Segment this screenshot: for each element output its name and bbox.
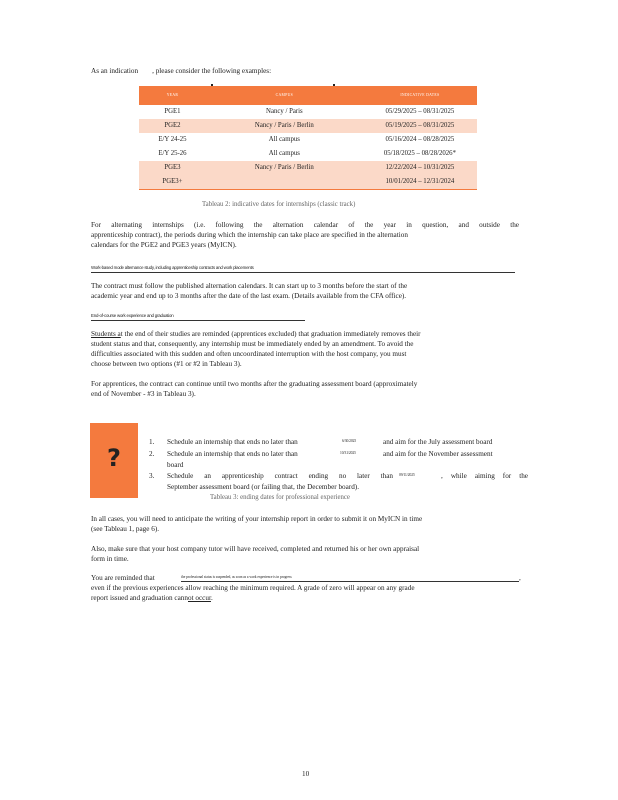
table3-caption: Tableau 3: ending dates for professional experience <box>210 494 350 501</box>
end-p1-line2: student status and that, consequently, any internship must be immediately ended by an amendment. To avoid the <box>91 340 414 348</box>
item1-text-a: Schedule an internship that ends no later than <box>167 438 298 446</box>
work-based-line1: The contract must follow the published alternation calendars. It can start up to 3 months before the start of the <box>91 282 408 290</box>
cell-campus: All campus <box>268 150 300 158</box>
table-row <box>139 161 477 175</box>
cell-dates: 05/29/2025 – 08/31/2025 <box>385 108 455 116</box>
heading-rule <box>91 320 305 321</box>
closing-p1-line2: (see Tableau 1, page 6). <box>91 525 160 533</box>
alternating-line3: calendars for the PGE2 and PGE3 years (MyICN). <box>91 241 237 249</box>
table-header-row <box>139 86 477 105</box>
cell-year: PGE2 <box>139 119 206 133</box>
alternating-line1: For alternating internships (i.e. following the alternation calendar of the year in question, and outside the <box>91 221 519 229</box>
work-based-heading: Work-based mode alternance study, including apprenticeship contracts and work placements <box>91 265 254 270</box>
cell-dates: 12/22/2024 – 10/31/2025 <box>363 161 477 175</box>
item3-text-b: , while aiming for the <box>441 472 528 480</box>
item2-text-a: Schedule an internship that ends no later than <box>167 450 298 458</box>
item-number: 3. <box>149 472 155 480</box>
cell-campus: Nancy / Paris / Berlin <box>206 161 363 175</box>
closing-p3-comma: , <box>519 574 521 582</box>
end-p2-line2: end of November - #3 in Tableau 3). <box>91 390 196 398</box>
table2-caption: Tableau 2: indicative dates for internships (classic track) <box>202 201 356 208</box>
cell-dates: 10/01/2024 – 12/31/2024 <box>363 175 477 190</box>
cell-dates: 05/16/2024 – 08/28/2025 <box>385 136 455 144</box>
item3-text-c: September assessment board (or failing that, the December board). <box>167 483 359 491</box>
item3-text-a: Schedule an apprenticeship contract ending no later than <box>167 472 393 480</box>
end-p2-line1: For apprentices, the contract can continue until two months after the graduating assessment board (approximately <box>91 380 418 388</box>
closing-p3-before: You are reminded that <box>91 574 155 582</box>
table-row <box>139 119 477 133</box>
col-header-year: YEAR <box>139 86 206 105</box>
alternating-line2: apprenticeship contract), the periods during which the internship can take place are specified in the alternation <box>91 231 408 239</box>
closing-p3-line3 <box>91 593 213 603</box>
closing-p2-line2: form in time. <box>91 555 129 563</box>
page-number: 10 <box>302 770 310 778</box>
heading-rule <box>91 272 515 273</box>
item-number: 1. <box>149 438 155 446</box>
indicative-dates-table <box>139 86 477 190</box>
cell-campus: Nancy / Paris / Berlin <box>206 119 363 133</box>
question-mark-icon: ? <box>107 444 121 472</box>
students-underlined: Students a <box>91 330 121 338</box>
end-p1-line1 <box>91 329 421 339</box>
intro-text <box>91 66 271 76</box>
cell-year: E/Y 24-25 <box>158 136 187 144</box>
cell-campus: All campus <box>268 136 300 144</box>
work-based-line2: academic year and end up to 3 months after the date of the last exam. (Details available from the CFA office). <box>91 292 407 300</box>
cell-dates: 05/19/2025 – 08/31/2025 <box>363 119 477 133</box>
cell-campus <box>206 175 363 190</box>
question-box <box>90 423 138 498</box>
end-p1-line1-text: t the end of their studies are reminded (apprentices excluded) that graduation immediately removes their <box>120 330 421 338</box>
cannot-occur-underlined: ot occur <box>188 594 211 602</box>
intro-after: , please consider the following examples: <box>152 67 272 75</box>
cell-dates: 05/18/2025 – 08/28/2026* <box>383 150 456 158</box>
table-row <box>139 105 477 119</box>
note-underline <box>181 581 519 582</box>
end-p1-line4: choose between two options (#1 or #2 in Tableau 3). <box>91 360 242 368</box>
col-header-dates: INDICATIVE DATES <box>363 86 477 105</box>
table-row <box>139 133 477 147</box>
professional-status-note: the professional status is suspended, as soon as a work experience is in progress <box>181 575 292 579</box>
closing-p3-line2: even if the previous experiences allow reaching the minimum required. A grade of zero will appear on any grade <box>91 584 415 592</box>
item3-date: 09/11/2025 <box>399 473 415 477</box>
item2-date: 10/31/2025 <box>340 451 356 455</box>
table-row <box>139 175 477 190</box>
item-number: 2. <box>149 450 155 458</box>
end-p1-line3: difficulties associated with this sudden and often uncoordinated interruption with the host company, you must <box>91 350 407 358</box>
closing-p3-line3-a: report issued and graduation cann <box>91 594 188 602</box>
item1-text-b: and aim for the July assessment board <box>383 438 493 446</box>
cell-year: E/Y 25-26 <box>158 150 187 158</box>
closing-p2-line1: Also, make sure that your host company tutor will have received, completed and returned his or her own appraisal <box>91 545 420 553</box>
closing-p1-line1: In all cases, you will need to anticipate the writing of your internship report in order to submit it on MyICN in time <box>91 515 423 523</box>
table-row <box>139 147 477 161</box>
cell-year: PGE1 <box>164 108 181 116</box>
item2-text-c: board <box>167 461 184 469</box>
cell-year: PGE3+ <box>139 175 206 190</box>
cell-year: PGE3 <box>139 161 206 175</box>
closing-p3-line3-c: . <box>210 594 213 602</box>
col-header-campus: CAMPUS <box>206 86 363 105</box>
item1-date: 6/30/2025 <box>342 439 357 443</box>
intro-before: As an indication <box>91 67 139 75</box>
end-of-course-heading: End-of-course work experience and graduation <box>91 313 174 318</box>
cell-campus: Nancy / Paris <box>266 108 303 116</box>
item2-text-b: and aim for the November assessment <box>383 450 493 458</box>
